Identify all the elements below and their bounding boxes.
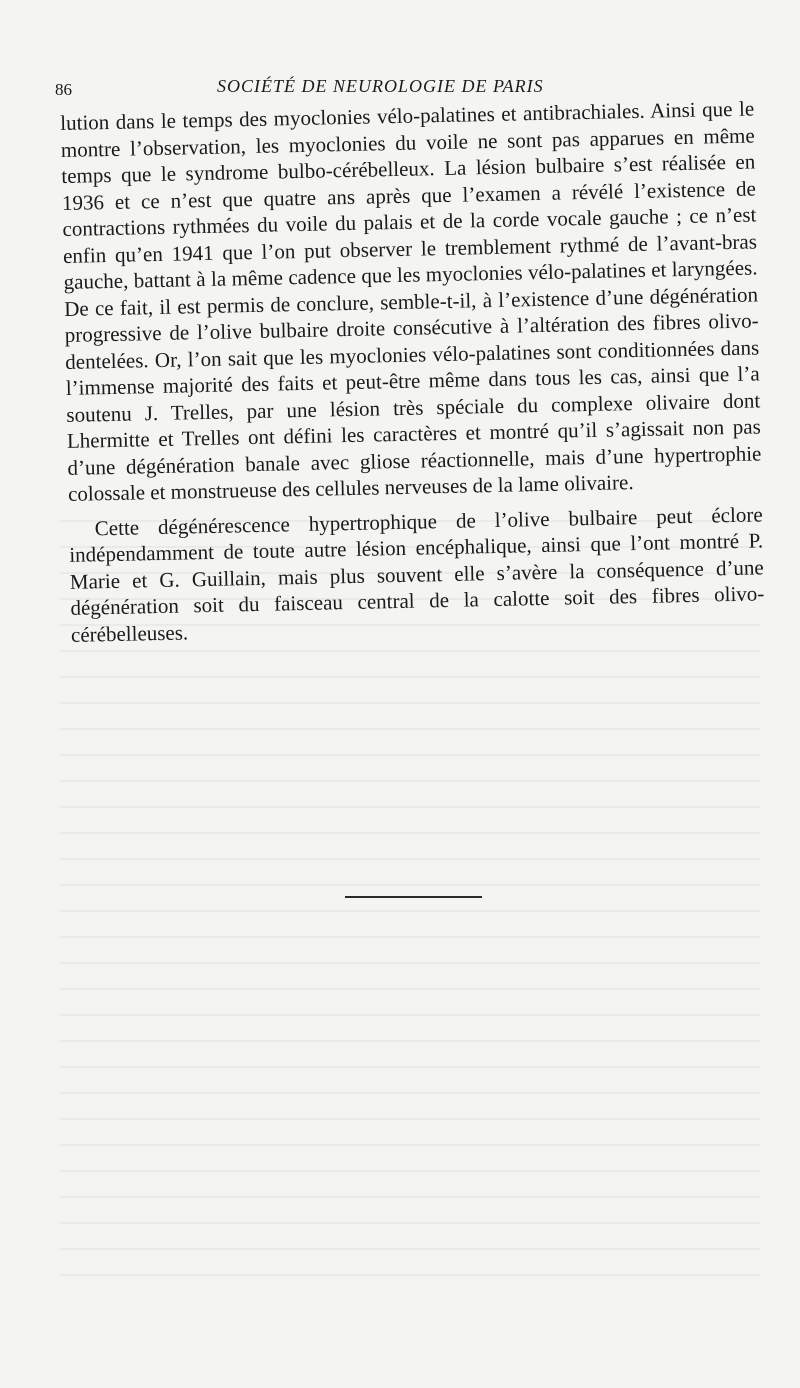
paragraph-1: lution dans le temps des myoclonies vélo-palatines et antibrachiales. Ainsi que le montre l’observation, les myoclonies du voile ne sont pas apparues en même temps que le syndrome bulbo-cérébelleux. La lésion bulbaire s’est réalisée en 1936 et ce n’est que quatre ans après que l’examen a révélé l’existence de contractions rythmées du voile du palais et de la corde vocale gauche ; ce n’est enfin qu’en 1941 que l’on put observer le tremblement rythmé de l’avant-bras gauche, battant à la même cadence que les myoclonies vélo-palatines et laryngées. De ce fait, il est permis de conclure, semble-t-il, à l’existence d’une dégénération progressive de l’olive bulbaire droite consécutive à l’altération des fibres olivo-dentelées. Or, l’on sait que les myoclonies vélo-palatines sont conditionnées dans l’immense majorité des faits et peut-être même dans tous les cas, ainsi que l’a soutenu J. Trelles, par une lésion très spéciale du complexe olivaire dont Lhermitte et Trelles ont défini les caractères et montré qu’il s’agissait non pas d’une dégénération banale avec gliose réactionnelle, mais d’une hypertrophie colossale et monstrueuse des cellules nerveuses de la lame olivaire. [60,96,762,506]
running-title: SOCIÉTÉ DE NEUROLOGIE DE PARIS [217,76,544,96]
paragraph-2: Cette dégénérescence hypertrophique de l’olive bulbaire peut éclore indépendamment de toute autre lésion encéphalique, ainsi que l’ont montré P. Marie et G. Guillain, mais plus souvent elle s’avère la conséquence d’une dégénération soit du faisceau central de la calotte soit des fibres olivo-cérébelleuses. [69,501,765,647]
page-number: 86 [55,80,72,99]
section-divider-rule [345,896,482,898]
body-text [60,95,765,647]
